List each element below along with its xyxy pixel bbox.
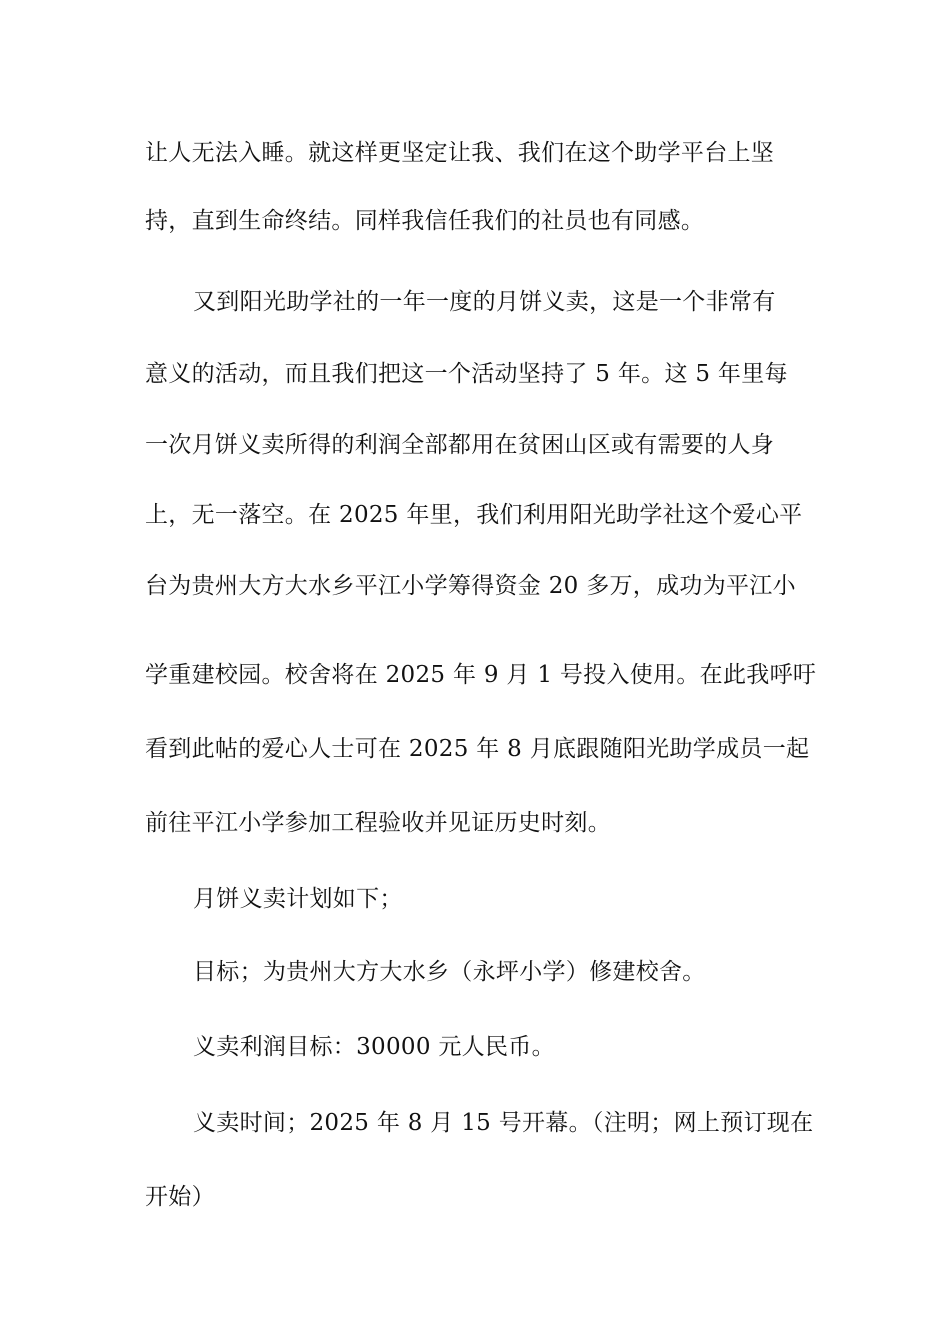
paragraph-start-line: 又到阳光助学社的一年一度的月饼义卖，这是一个非常有 — [193, 289, 776, 315]
text-line: 台为贵州大方大水乡平江小学筹得资金 20 多万，成功为平江小 — [145, 573, 796, 599]
text-line: 前往平江小学参加工程验收并见证历史时刻。 — [145, 810, 611, 836]
plan-sale-time: 义卖时间；2025 年 8 月 15 号开幕。（注明；网上预订现在 — [193, 1110, 814, 1136]
plan-profit-target: 义卖利润目标：30000 元人民币。 — [193, 1034, 555, 1060]
text-line: 学重建校园。校舍将在 2025 年 9 月 1 号投入使用。在此我呼吁 — [145, 662, 817, 688]
plan-goal: 目标；为贵州大方大水乡（永坪小学）修建校舍。 — [193, 959, 706, 985]
text-line: 开始） — [145, 1184, 215, 1210]
plan-heading: 月饼义卖计划如下； — [193, 886, 403, 912]
text-line: 上，无一落空。在 2025 年里，我们利用阳光助学社这个爱心平 — [145, 502, 803, 528]
text-line: 持，直到生命终结。同样我信任我们的社员也有同感。 — [145, 208, 705, 234]
text-line: 一次月饼义卖所得的利润全部都用在贫困山区或有需要的人身 — [145, 432, 775, 458]
text-line: 意义的活动，而且我们把这一个活动坚持了 5 年。这 5 年里每 — [145, 361, 788, 387]
text-line: 看到此帖的爱心人士可在 2025 年 8 月底跟随阳光助学成员一起 — [145, 736, 810, 762]
text-line: 让人无法入睡。就这样更坚定让我、我们在这个助学平台上坚 — [145, 140, 775, 166]
